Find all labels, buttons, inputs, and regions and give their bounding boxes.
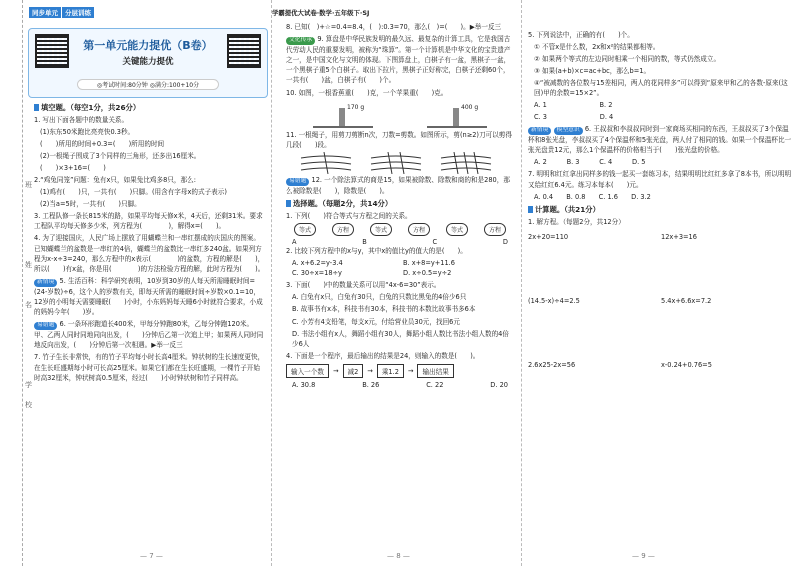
page-title: 第一单元能力提优（B卷） [83,39,213,52]
question-option: A. 白兔有x只，白兔有30只，白兔的只数比黑兔的4倍少6只 [292,293,467,302]
question-text: 2.“鸡兔同笼”问题：兔有x只，如果兔比鸡多8只，那么: [34,176,196,185]
question-options: A. 0.4 B. 0.8 C. 1.6 D. 3.2 [534,192,651,201]
set-oval: 方程 [408,223,430,236]
set-oval: 等式 [446,223,468,236]
question-text: 4. 为了迎接国庆，人民广场上摆放了用蝴蝶兰和一串红摆成的庆国庆的图案。已知蝴蝶兰的盆数是一串红的4倍，蝴蝶兰的盆数比一串红多240盆。如果列方程为x-x÷3=240，那么方程中的x表示( )的盆数，方程的解是( )，所以( )有x盆，你是用( )的方法检验方程的解，此时方程为( )。 [34,234,265,274]
question-text: 5. 下列说法中，正确的有( )个。 [528,31,634,39]
question-text: ③ 如果(a+b)×c=ac+bc，那么b=1。 [534,67,651,76]
page7-content [34,100,266,546]
question-tag: 易错题 [34,322,57,330]
question-tag: 新情境 [34,279,57,287]
page-header: 学霸提优大试卷·数学·五年级下·SJ [272,9,370,17]
side-label: 校 [25,401,32,409]
question-tag: 文化传承 [286,37,315,45]
set-oval: 等式 [370,223,392,236]
question-text: 文化传承 9. 算盘是中华民族发明的最久远、最复杂的计算工具，它是我国古代劳动人民的重要发明，被称为“珠算”。第一个计算机是中华文化的宝贵遗产之一，是中国文化与文明的体现。下图算盘上，白棋子有一盆，黑棋子一盆，一个黑棋子重5个白棋子。取出下拉片，黑棋子正好称完，白棋子还剩60个，一共有( )盆，白棋子有( )个。 [286,35,511,85]
option-figures [286,223,514,236]
rope-cut-figure [296,152,514,174]
question-options: A. 2 B. 3 C. 4 D. 5 [534,158,646,167]
option-letter: C [432,238,438,247]
qr-code-icon [35,34,69,68]
question-text: 3. 下面( )中的数量关系可以用“4x-6=30”表示。 [286,281,441,290]
question-text: 3. 工程队修一条长815米的路，如果平均每天修x米，4天后，还剩31米。要求工程队平均每天修多少米，列方程为( )，解得x=( )。 [34,212,263,231]
option-letters [286,238,514,246]
side-label: 名 [25,301,32,309]
equation: x-0.24+0.76=5 [661,361,712,370]
flow-step: 减2 [343,364,364,378]
question-text: (2)一根绳子围成了3个同样的三角形，还多出16厘米。 [40,152,201,161]
question-option: D. 书法小组有x人，舞蹈小组有30人，舞蹈小组人数比书法小组人数的4倍少6人 [292,329,509,348]
flow-step: 输出结果 [417,364,453,378]
balance-figure [286,100,514,128]
question-tag: 模型意识 [554,127,583,135]
question-text: 新情境 模型意识 6. 王叔叔和李叔叔同时到一家商场买相同的东西，王叔叔买了3个保温杯和8张光盘，李叔叔买了4个保温杯和5张光盘，两人付了相同的钱。如果一个保温杯比一张光盘贵12元，那么1个保温杯的价格相当于( )张光盘的价格。 [528,125,792,155]
equation: (14.5-x)÷4=2.5 [528,297,580,306]
qr-code-icon [227,34,261,68]
equation: 2.6x25-2x=56 [528,361,576,370]
section-heading: 填空题。（每空1分，共26分） [34,103,266,113]
equation: 2x+20=110 [528,233,569,242]
question-text: 7. 竹子生长非常快，有的竹子平均每小时长高4厘米。钟状树的生长速度更快，在生长旺盛期每小时可长高25厘米。如果它们都在生长旺盛期，一棵竹子开始时高32厘米，钟状树高0.5厘米，经过( )小时钟状树和竹子同样高。 [34,353,265,382]
question-tag: 新情境 [528,127,551,135]
option-letter: D [502,238,508,247]
question-options: A. x+6.2=y-3.4 B. x+8=y+11.6 C. 30÷x=18÷y D. x÷0.5=y÷2 [292,259,455,278]
page9-content [528,30,794,546]
page-8 [272,0,522,566]
option-letter: A [292,238,297,247]
rope-cut-icon [296,152,496,174]
question-options: A. 30.8 B. 26 C. 22 D. 20 [292,380,508,389]
question-text: 7. 明明和红红拿出同样多的钱一起买一套练习本，结果明明比红红多拿了8本书，所以明明又给红红6.4元。练习本每本( )元。 [528,170,792,189]
question-text: ( )所用的时间+0.3=( )所用的时间 [40,140,165,149]
page-number: — 9 — [632,552,655,560]
question-text: 8. 已知( )+☆=0.4=8.4，( ):0.3=70，那么( )=( )。▶举一反三 [286,23,502,31]
side-label: 学 [25,381,32,389]
question-options: A. 1 B. 2 [534,101,613,110]
question-text: (2)当a=5时，一共有( )只脚。 [40,200,141,209]
side-label: 班 [25,181,32,189]
set-oval: 方程 [484,223,506,236]
question-text: ( )×3+16=( ) [40,164,106,173]
question-option: B. 故事书有x本，科技书有30本，科技书的本数比故事书多6本 [292,305,476,314]
unit-header [28,9,268,98]
equation-grid [528,233,794,369]
question-text: (1)东东50米跑比亮亮快0.3秒。 [40,128,135,137]
equation: 12x+3=16 [661,233,697,242]
exam-time: ◎考试时间:80分钟 ◎满分:100+10分 [77,79,219,90]
question-text: 新情境 5. 生活百科：科学研究表明，10岁到30岁的人每天所需睡眠时间=(24-岁数)÷6，这个人的岁数有关，即每天所需的睡眠时间÷岁数×0.1=10，12岁的小明每天需要睡眠( )小时，小东妈妈每天睡6小时就符合要求，小成的妈妈今年( )岁。 [34,277,263,317]
program-flow: 输入一个数 → 减2 → 乘1.2 → 输出结果 [286,364,514,378]
question-text: 2. 比较下列方程中的x与y，其中x的值比y的值大的是( )。 [286,247,467,256]
page-number: — 8 — [387,552,410,560]
question-text: ④“被减数的各位数与15差相同，两人的花同样多”可以得到“原来甲和乙的各数-原来(这回)甲的余数=15×2”。 [534,79,788,98]
question-option: C. 小芳有4支铅笔，每支x元，付给营业员30元，找回6元 [292,317,460,326]
page-9 [522,0,800,566]
page8-content [286,22,514,546]
equation: 5.4x+6.6x=7.2 [661,297,712,306]
question-options: C. 3 D. 4 [534,113,614,122]
question-text: (1)鸡有( )只，一共有( )只脚。(用含有字母x的式子表示) [40,188,227,197]
side-label: 姓 [25,261,32,269]
question-text: 1. 解方程。（每题2分，共12分） [528,217,625,226]
page-number: — 7 — [140,552,163,560]
section-heading: 选择题。（每题2分，共14分） [286,199,514,209]
question-text: 易错题 12. 一个除法算式的商是15，如果被除数、除数和商的和是280，那么被除数是( )，除数是( )。 [286,175,510,195]
balance-scale-icon: 170 g [313,104,373,128]
question-text: 易错题 6. 一条环形跑道长400米，甲每分钟跑80米，乙每分钟跑120米。甲、乙两人同时同地同向出发，( )分钟后乙第一次追上甲；如果两人同时同地反向出发，( )分钟后第一次相遇。▶举一反三 [34,320,264,350]
binding-line [22,0,23,566]
question-text: 1. 下列( )符合等式与方程之间的关系。 [286,211,412,220]
question-text: 11. 一根绳子，用剪刀剪断n次，刀数=剪数。如图所示，剪(n≥2)刀可以剪得几段( )段。 [286,130,512,149]
question-text: 10. 如图，一根香蕉重( )克，一个苹果重( )克。 [286,88,448,97]
question-tag: 易错题 [286,178,309,186]
flow-step: 乘1.2 [377,364,404,378]
question-text: 1. 写出下面各题中的数量关系。 [34,116,129,124]
page-subtitle: 关键能力提优 [122,57,174,67]
question-text: ② 如果两个等式的左边同时相乘一个相同的数，等式仍然成立。 [534,55,721,64]
unit-badge: 同步单元 分层训练 [29,7,95,18]
page-7 [0,0,272,566]
option-letter: B [362,238,367,247]
set-oval: 方程 [332,223,354,236]
section-heading: 计算题。（共21分） [528,205,794,215]
set-oval: 等式 [294,223,316,236]
balance-scale-icon: 400 g [427,104,487,128]
flow-step: 输入一个数 [286,364,329,378]
question-text: 4. 下面是一个程序，最后输出的结果是24，则输入的数是( )。 [286,351,480,360]
question-text: ① 不管x是什么数，2x和x²的结果都相等。 [534,43,660,52]
